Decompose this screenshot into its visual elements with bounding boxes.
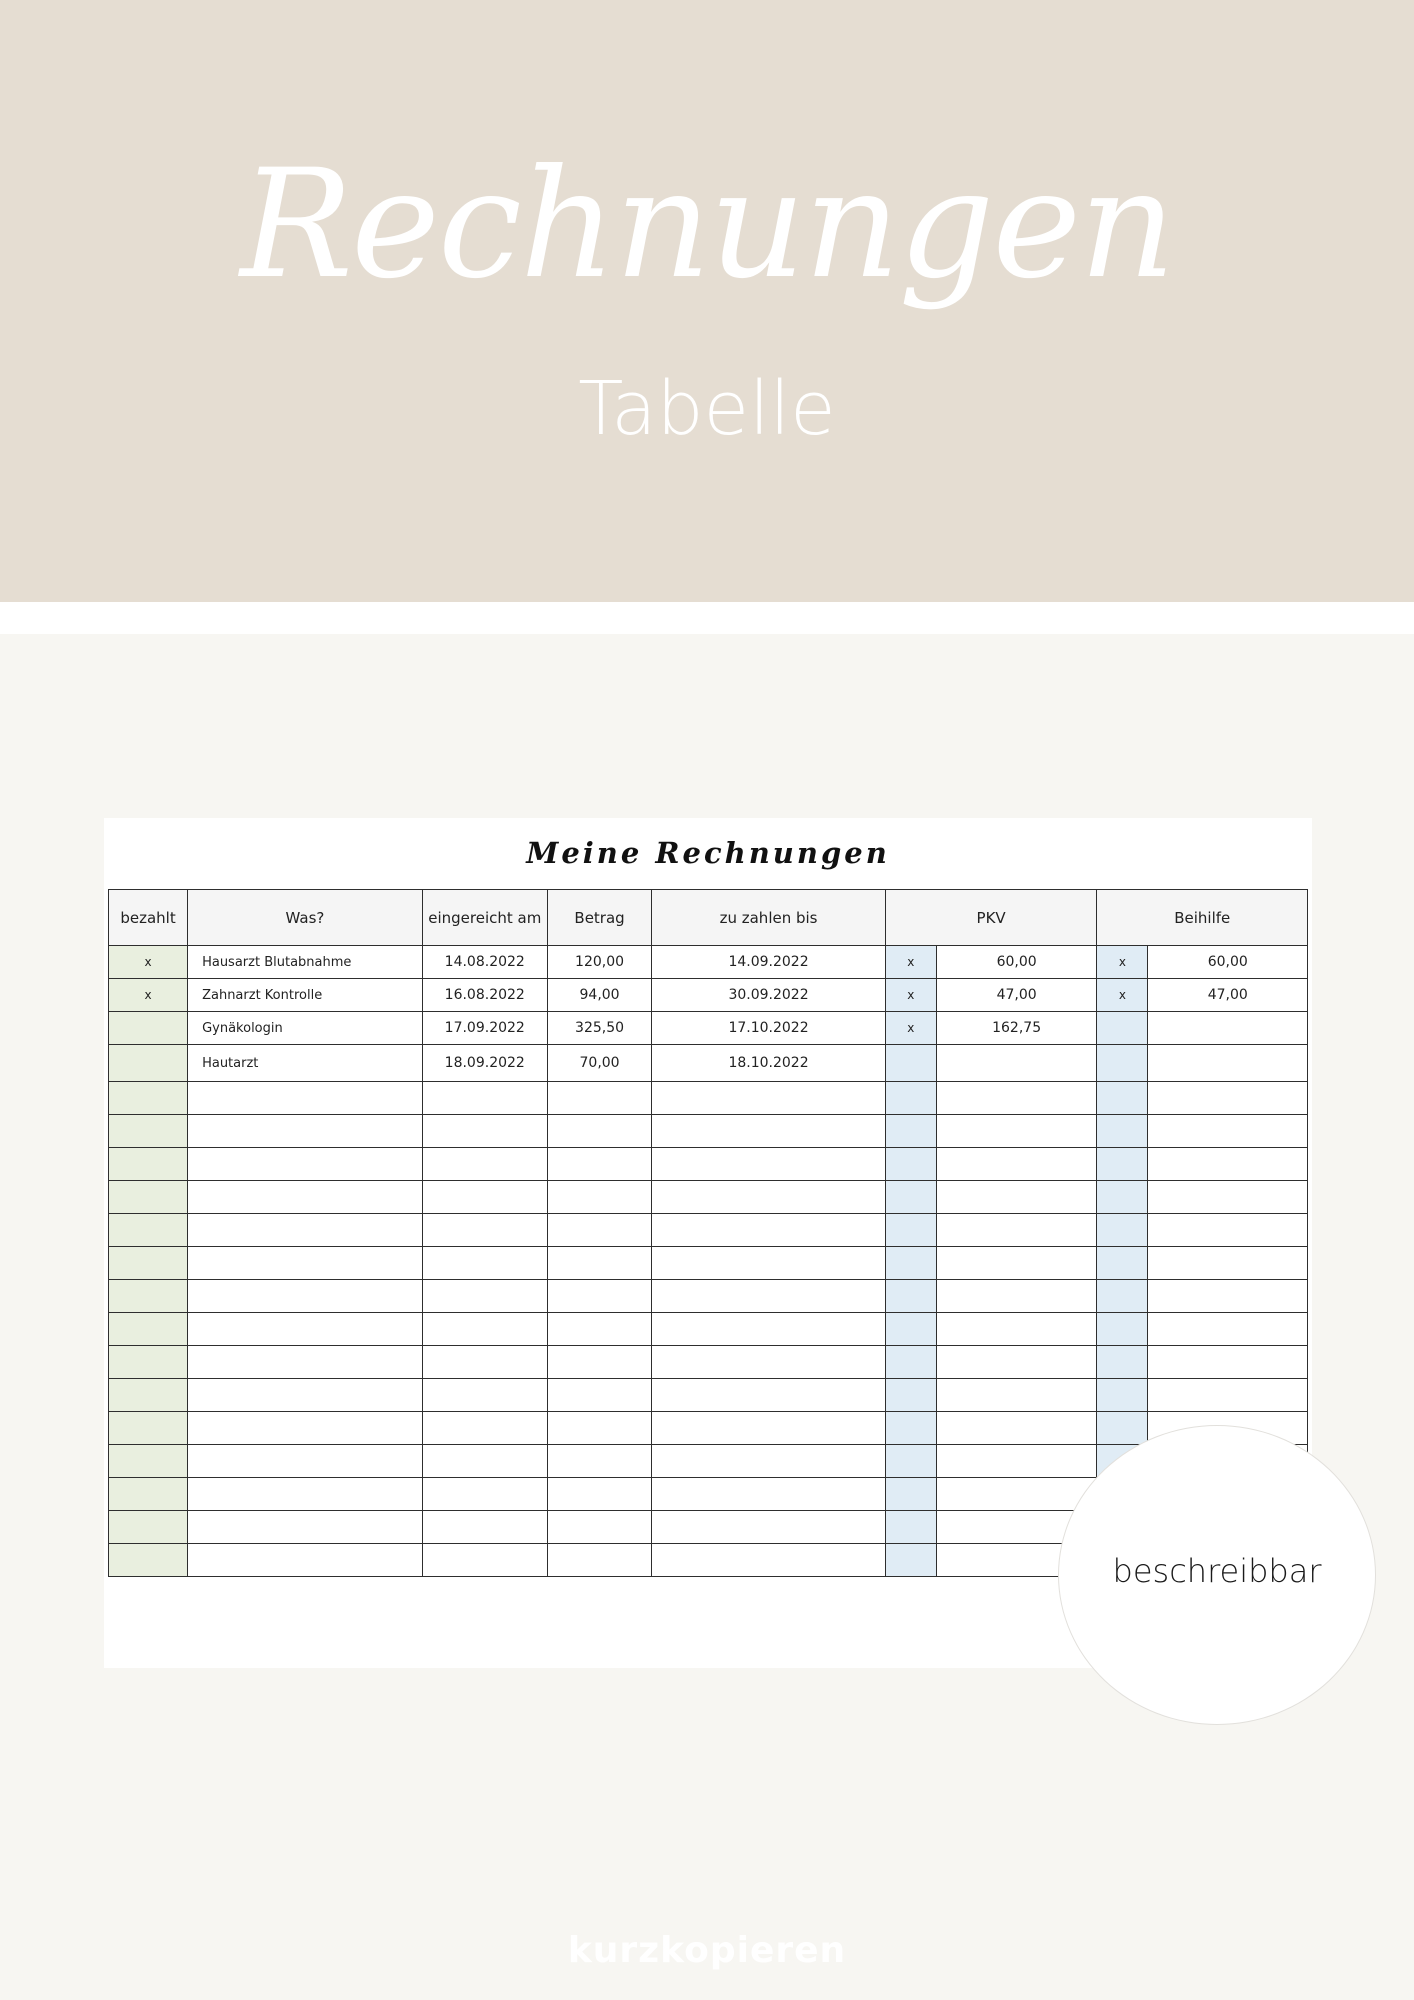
submitted-cell[interactable] bbox=[422, 1214, 547, 1247]
paid-cell[interactable] bbox=[109, 1511, 188, 1544]
pkv-amount-cell[interactable] bbox=[936, 1115, 1097, 1148]
writable-badge bbox=[1058, 1425, 1376, 1725]
submitted-cell[interactable] bbox=[422, 1346, 547, 1379]
due-cell[interactable] bbox=[652, 1082, 885, 1115]
submitted-cell[interactable] bbox=[422, 1313, 547, 1346]
what-cell[interactable] bbox=[188, 1247, 423, 1280]
paid-cell[interactable] bbox=[109, 1082, 188, 1115]
amount-cell[interactable] bbox=[547, 1082, 652, 1115]
what-cell[interactable] bbox=[188, 1412, 423, 1445]
pkv-mark-cell[interactable] bbox=[885, 1148, 936, 1181]
pkv-mark-cell[interactable] bbox=[885, 1115, 936, 1148]
empty-table-row bbox=[109, 1280, 1308, 1313]
due-cell[interactable]: 17.10.2022 bbox=[652, 1012, 885, 1045]
beihilfe-mark-cell[interactable] bbox=[1097, 1214, 1148, 1247]
pkv-amount-cell[interactable] bbox=[936, 1082, 1097, 1115]
amount-cell[interactable] bbox=[547, 1280, 652, 1313]
pkv-mark-cell[interactable] bbox=[885, 1379, 936, 1412]
pkv-amount-cell[interactable] bbox=[936, 1045, 1097, 1082]
due-cell[interactable] bbox=[652, 1214, 885, 1247]
what-cell[interactable] bbox=[188, 1082, 423, 1115]
amount-cell[interactable] bbox=[547, 1445, 652, 1478]
paid-cell[interactable] bbox=[109, 1148, 188, 1181]
submitted-cell[interactable] bbox=[422, 1247, 547, 1280]
beihilfe-amount-cell[interactable] bbox=[1148, 1082, 1308, 1115]
what-cell[interactable] bbox=[188, 1445, 423, 1478]
amount-cell[interactable] bbox=[547, 1313, 652, 1346]
what-cell[interactable] bbox=[188, 1148, 423, 1181]
amount-cell[interactable] bbox=[547, 1148, 652, 1181]
col-header-beihilfe: Beihilfe bbox=[1097, 890, 1308, 946]
table-row bbox=[109, 979, 1308, 1012]
paid-cell[interactable] bbox=[109, 1544, 188, 1577]
paid-cell[interactable] bbox=[109, 1115, 188, 1148]
pkv-amount-cell[interactable]: 162,75 bbox=[936, 1012, 1097, 1045]
submitted-cell[interactable] bbox=[422, 1280, 547, 1313]
paid-cell[interactable] bbox=[109, 1346, 188, 1379]
brand-logo: kurzkopieren bbox=[567, 1930, 847, 1971]
paid-cell[interactable] bbox=[109, 1247, 188, 1280]
beihilfe-mark-cell[interactable] bbox=[1097, 1247, 1148, 1280]
submitted-cell[interactable]: 18.09.2022 bbox=[422, 1045, 547, 1082]
beihilfe-amount-cell[interactable]: 47,00 bbox=[1148, 979, 1308, 1012]
due-cell[interactable] bbox=[652, 1148, 885, 1181]
pkv-mark-cell[interactable] bbox=[885, 1045, 936, 1082]
pkv-mark-cell[interactable] bbox=[885, 1313, 936, 1346]
table-header-row bbox=[109, 890, 1308, 946]
paid-cell[interactable]: x bbox=[109, 946, 188, 979]
amount-cell[interactable] bbox=[547, 1544, 652, 1577]
paid-cell[interactable] bbox=[109, 1045, 188, 1082]
beihilfe-mark-cell[interactable] bbox=[1097, 1346, 1148, 1379]
pkv-mark-cell[interactable] bbox=[885, 1280, 936, 1313]
submitted-cell[interactable]: 17.09.2022 bbox=[422, 1012, 547, 1045]
what-cell[interactable] bbox=[188, 1280, 423, 1313]
what-cell[interactable] bbox=[188, 1346, 423, 1379]
paid-cell[interactable] bbox=[109, 1478, 188, 1511]
pkv-amount-cell[interactable] bbox=[936, 1379, 1097, 1412]
beihilfe-amount-cell[interactable] bbox=[1148, 1346, 1308, 1379]
paid-cell[interactable] bbox=[109, 1214, 188, 1247]
beihilfe-mark-cell[interactable] bbox=[1097, 1082, 1148, 1115]
beihilfe-mark-cell[interactable] bbox=[1097, 1045, 1148, 1082]
due-cell[interactable]: 18.10.2022 bbox=[652, 1045, 885, 1082]
empty-table-row bbox=[109, 1181, 1308, 1214]
hero-subtitle: Tabelle bbox=[578, 366, 836, 452]
what-cell[interactable]: Hausarzt Blutabnahme bbox=[188, 946, 423, 979]
what-cell[interactable]: Hautarzt bbox=[188, 1045, 423, 1082]
submitted-cell[interactable] bbox=[422, 1478, 547, 1511]
pkv-amount-cell[interactable] bbox=[936, 1148, 1097, 1181]
submitted-cell[interactable] bbox=[422, 1412, 547, 1445]
amount-cell[interactable]: 120,00 bbox=[547, 946, 652, 979]
due-cell[interactable]: 30.09.2022 bbox=[652, 979, 885, 1012]
empty-table-row bbox=[109, 1082, 1308, 1115]
paid-cell[interactable] bbox=[109, 1313, 188, 1346]
submitted-cell[interactable] bbox=[422, 1181, 547, 1214]
submitted-cell[interactable] bbox=[422, 1379, 547, 1412]
due-cell[interactable] bbox=[652, 1544, 885, 1577]
paid-cell[interactable] bbox=[109, 1280, 188, 1313]
amount-cell[interactable] bbox=[547, 1379, 652, 1412]
paid-cell[interactable] bbox=[109, 1012, 188, 1045]
beihilfe-mark-cell[interactable] bbox=[1097, 1148, 1148, 1181]
submitted-cell[interactable] bbox=[422, 1511, 547, 1544]
what-cell[interactable] bbox=[188, 1478, 423, 1511]
pkv-mark-cell[interactable] bbox=[885, 1082, 936, 1115]
amount-cell[interactable]: 325,50 bbox=[547, 1012, 652, 1045]
beihilfe-mark-cell[interactable] bbox=[1097, 1379, 1148, 1412]
pkv-amount-cell[interactable] bbox=[936, 1247, 1097, 1280]
beihilfe-amount-cell[interactable] bbox=[1148, 1012, 1308, 1045]
empty-table-row bbox=[109, 1148, 1308, 1181]
due-cell[interactable] bbox=[652, 1511, 885, 1544]
empty-table-row bbox=[109, 1346, 1308, 1379]
col-header-due: zu zahlen bis bbox=[652, 890, 885, 946]
paid-cell[interactable] bbox=[109, 1379, 188, 1412]
amount-cell[interactable] bbox=[547, 1115, 652, 1148]
pkv-amount-cell[interactable] bbox=[936, 1445, 1097, 1478]
pkv-mark-cell[interactable] bbox=[885, 1478, 936, 1511]
amount-cell[interactable] bbox=[547, 1511, 652, 1544]
beihilfe-amount-cell[interactable] bbox=[1148, 1280, 1308, 1313]
sheet-title: Meine Rechnungen bbox=[526, 836, 890, 870]
paid-cell[interactable] bbox=[109, 1445, 188, 1478]
what-cell[interactable] bbox=[188, 1181, 423, 1214]
beihilfe-mark-cell[interactable] bbox=[1097, 1012, 1148, 1045]
pkv-mark-cell[interactable] bbox=[885, 1181, 936, 1214]
what-cell[interactable] bbox=[188, 1511, 423, 1544]
amount-cell[interactable]: 70,00 bbox=[547, 1045, 652, 1082]
empty-table-row bbox=[109, 1115, 1308, 1148]
pkv-mark-cell[interactable] bbox=[885, 1247, 936, 1280]
what-cell[interactable] bbox=[188, 1313, 423, 1346]
pkv-mark-cell[interactable]: x bbox=[885, 946, 936, 979]
beihilfe-amount-cell[interactable]: 60,00 bbox=[1148, 946, 1308, 979]
submitted-cell[interactable] bbox=[422, 1445, 547, 1478]
empty-table-row bbox=[109, 1313, 1308, 1346]
col-header-amount: Betrag bbox=[547, 890, 652, 946]
due-cell[interactable] bbox=[652, 1313, 885, 1346]
due-cell[interactable] bbox=[652, 1412, 885, 1445]
what-cell[interactable] bbox=[188, 1214, 423, 1247]
table-row bbox=[109, 946, 1308, 979]
pkv-amount-cell[interactable] bbox=[936, 1412, 1097, 1445]
pkv-mark-cell[interactable] bbox=[885, 1214, 936, 1247]
amount-cell[interactable] bbox=[547, 1181, 652, 1214]
what-cell[interactable] bbox=[188, 1115, 423, 1148]
beihilfe-mark-cell[interactable] bbox=[1097, 1313, 1148, 1346]
due-cell[interactable] bbox=[652, 1280, 885, 1313]
pkv-amount-cell[interactable] bbox=[936, 1346, 1097, 1379]
beihilfe-amount-cell[interactable] bbox=[1148, 1115, 1308, 1148]
hero-title: Rechnungen bbox=[240, 138, 1174, 312]
paid-cell[interactable] bbox=[109, 1412, 188, 1445]
amount-cell[interactable] bbox=[547, 1247, 652, 1280]
col-header-paid: bezahlt bbox=[109, 890, 188, 946]
due-cell[interactable] bbox=[652, 1379, 885, 1412]
amount-cell[interactable] bbox=[547, 1478, 652, 1511]
col-header-submitted: eingereicht am bbox=[422, 890, 547, 946]
beihilfe-mark-cell[interactable] bbox=[1097, 1280, 1148, 1313]
what-cell[interactable] bbox=[188, 1379, 423, 1412]
paid-cell[interactable] bbox=[109, 1181, 188, 1214]
beihilfe-amount-cell[interactable] bbox=[1148, 1045, 1308, 1082]
table-row bbox=[109, 1012, 1308, 1045]
submitted-cell[interactable] bbox=[422, 1115, 547, 1148]
submitted-cell[interactable] bbox=[422, 1544, 547, 1577]
submitted-cell[interactable]: 16.08.2022 bbox=[422, 979, 547, 1012]
amount-cell[interactable] bbox=[547, 1412, 652, 1445]
pkv-amount-cell[interactable] bbox=[936, 1280, 1097, 1313]
amount-cell[interactable]: 94,00 bbox=[547, 979, 652, 1012]
table-row bbox=[109, 1045, 1308, 1082]
beihilfe-amount-cell[interactable] bbox=[1148, 1247, 1308, 1280]
pkv-mark-cell[interactable]: x bbox=[885, 979, 936, 1012]
due-cell[interactable] bbox=[652, 1247, 885, 1280]
pkv-amount-cell[interactable] bbox=[936, 1181, 1097, 1214]
pkv-amount-cell[interactable]: 47,00 bbox=[936, 979, 1097, 1012]
pkv-mark-cell[interactable] bbox=[885, 1445, 936, 1478]
empty-table-row bbox=[109, 1412, 1308, 1445]
due-cell[interactable] bbox=[652, 1478, 885, 1511]
submitted-cell[interactable] bbox=[422, 1148, 547, 1181]
beihilfe-mark-cell[interactable] bbox=[1097, 1412, 1148, 1445]
pkv-mark-cell[interactable] bbox=[885, 1511, 936, 1544]
beihilfe-mark-cell[interactable] bbox=[1097, 1181, 1148, 1214]
pkv-amount-cell[interactable] bbox=[936, 1478, 1097, 1511]
pkv-amount-cell[interactable] bbox=[936, 1214, 1097, 1247]
beihilfe-amount-cell[interactable] bbox=[1148, 1214, 1308, 1247]
pkv-mark-cell[interactable]: x bbox=[885, 1012, 936, 1045]
pkv-mark-cell[interactable] bbox=[885, 1346, 936, 1379]
what-cell[interactable] bbox=[188, 1544, 423, 1577]
paid-cell[interactable]: x bbox=[109, 979, 188, 1012]
what-cell[interactable]: Zahnarzt Kontrolle bbox=[188, 979, 423, 1012]
beihilfe-mark-cell[interactable]: x bbox=[1097, 979, 1148, 1012]
empty-table-row bbox=[109, 1247, 1308, 1280]
pkv-amount-cell[interactable]: 60,00 bbox=[936, 946, 1097, 979]
pkv-mark-cell[interactable] bbox=[885, 1412, 936, 1445]
empty-table-row bbox=[109, 1379, 1308, 1412]
amount-cell[interactable] bbox=[547, 1346, 652, 1379]
beihilfe-amount-cell[interactable] bbox=[1148, 1313, 1308, 1346]
empty-table-row bbox=[109, 1214, 1308, 1247]
submitted-cell[interactable] bbox=[422, 1082, 547, 1115]
badge-label: beschreibbar bbox=[1112, 1552, 1322, 1590]
due-cell[interactable]: 14.09.2022 bbox=[652, 946, 885, 979]
hero-banner bbox=[0, 0, 1414, 602]
due-cell[interactable] bbox=[652, 1181, 885, 1214]
beihilfe-amount-cell[interactable] bbox=[1148, 1181, 1308, 1214]
amount-cell[interactable] bbox=[547, 1214, 652, 1247]
beihilfe-mark-cell[interactable]: x bbox=[1097, 946, 1148, 979]
divider-band bbox=[0, 602, 1414, 634]
beihilfe-mark-cell[interactable] bbox=[1097, 1115, 1148, 1148]
pkv-mark-cell[interactable] bbox=[885, 1544, 936, 1577]
beihilfe-amount-cell[interactable] bbox=[1148, 1148, 1308, 1181]
due-cell[interactable] bbox=[652, 1346, 885, 1379]
due-cell[interactable] bbox=[652, 1115, 885, 1148]
beihilfe-amount-cell[interactable] bbox=[1148, 1379, 1308, 1412]
submitted-cell[interactable]: 14.08.2022 bbox=[422, 946, 547, 979]
pkv-amount-cell[interactable] bbox=[936, 1313, 1097, 1346]
col-header-pkv: PKV bbox=[885, 890, 1097, 946]
due-cell[interactable] bbox=[652, 1445, 885, 1478]
col-header-what: Was? bbox=[188, 890, 423, 946]
what-cell[interactable]: Gynäkologin bbox=[188, 1012, 423, 1045]
